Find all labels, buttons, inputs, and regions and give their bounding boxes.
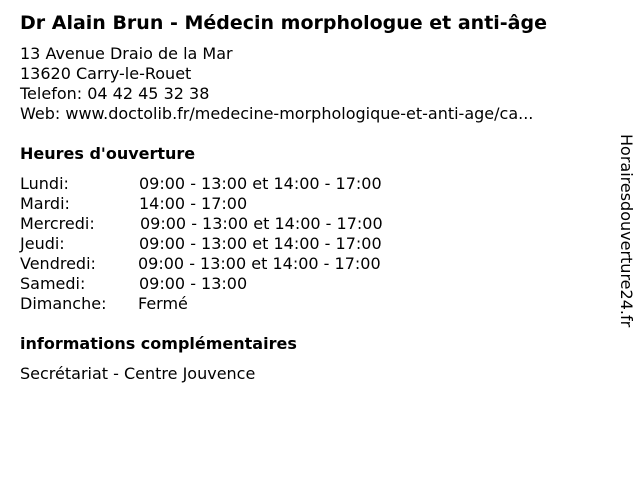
opening-hours-heading: Heures d'ouverture [20,144,196,163]
time-value: 09:00 - 13:00 et 14:00 - 17:00 [140,214,383,233]
time-value: 14:00 - 17:00 [139,194,248,213]
day-label: Lundi: [20,174,69,193]
website-link[interactable]: Web: www.doctolib.fr/medecine-morphologique-et-anti-age/ca... [20,104,534,123]
day-label: Dimanche: [20,294,107,313]
time-value: Fermé [138,294,188,313]
page-title: Dr Alain Brun - Médecin morphologue et anti-âge [20,12,547,34]
contact-block [20,44,533,124]
time-value: 09:00 - 13:00 et 14:00 - 17:00 [139,234,382,253]
day-label: Mardi: [20,194,70,213]
day-label: Vendredi: [20,254,96,273]
address-city: 13620 Carry-le-Rouet [20,64,192,83]
day-label: Mercredi: [20,214,95,233]
time-value: 09:00 - 13:00 et 14:00 - 17:00 [138,254,381,273]
phone-number: Telefon: 04 42 45 32 38 [20,84,210,103]
day-label: Samedi: [20,274,86,293]
time-value: 09:00 - 13:00 et 14:00 - 17:00 [139,174,382,193]
additional-info-heading: informations complémentaires [20,334,297,353]
day-label: Jeudi: [20,234,65,253]
time-value: 09:00 - 13:00 [139,274,248,293]
additional-info-text: Secrétariat - Centre Jouvence [20,364,256,383]
address-street: 13 Avenue Draio de la Mar [20,44,233,63]
site-watermark: Horairesdouverture24.fr [617,134,636,328]
